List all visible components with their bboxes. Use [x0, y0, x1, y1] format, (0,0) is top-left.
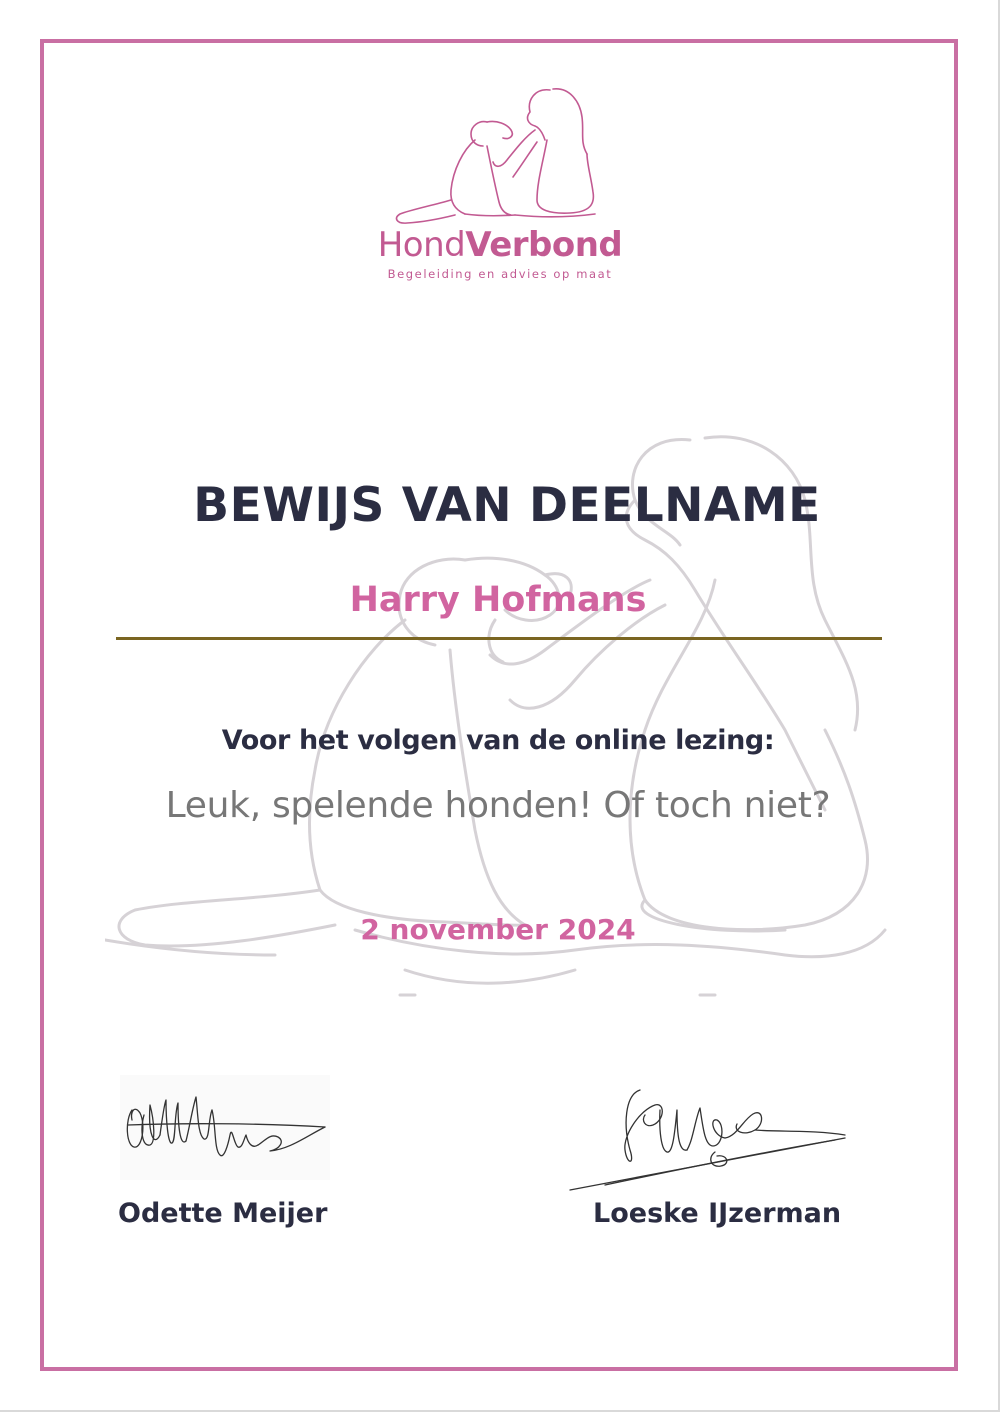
name-underline — [116, 637, 882, 640]
signature-loeske-ijzerman — [565, 1080, 850, 1195]
signer-name: Odette Meijer — [118, 1198, 328, 1229]
brand-tagline: Begeleiding en advies op maat — [387, 267, 613, 281]
woman-dog-logo-icon — [375, 82, 625, 227]
signature-odette-meijer — [120, 1075, 330, 1180]
purpose-label: Voor het volgen van de online lezing: — [221, 725, 775, 756]
course-title: Leuk, spelende honden! Of toch niet? — [165, 785, 831, 826]
brand-name — [355, 225, 645, 265]
recipient-name: Harry Hofmans — [349, 580, 647, 620]
brand-name-part1: Hond — [377, 225, 466, 265]
brand-logo — [355, 82, 645, 292]
signer-name: Loeske IJzerman — [593, 1198, 842, 1229]
certificate-date: 2 november 2024 — [360, 913, 636, 946]
brand-name-part2: Verbond — [465, 225, 623, 265]
certificate-title: BEWIJS VAN DEELNAME — [193, 478, 821, 533]
